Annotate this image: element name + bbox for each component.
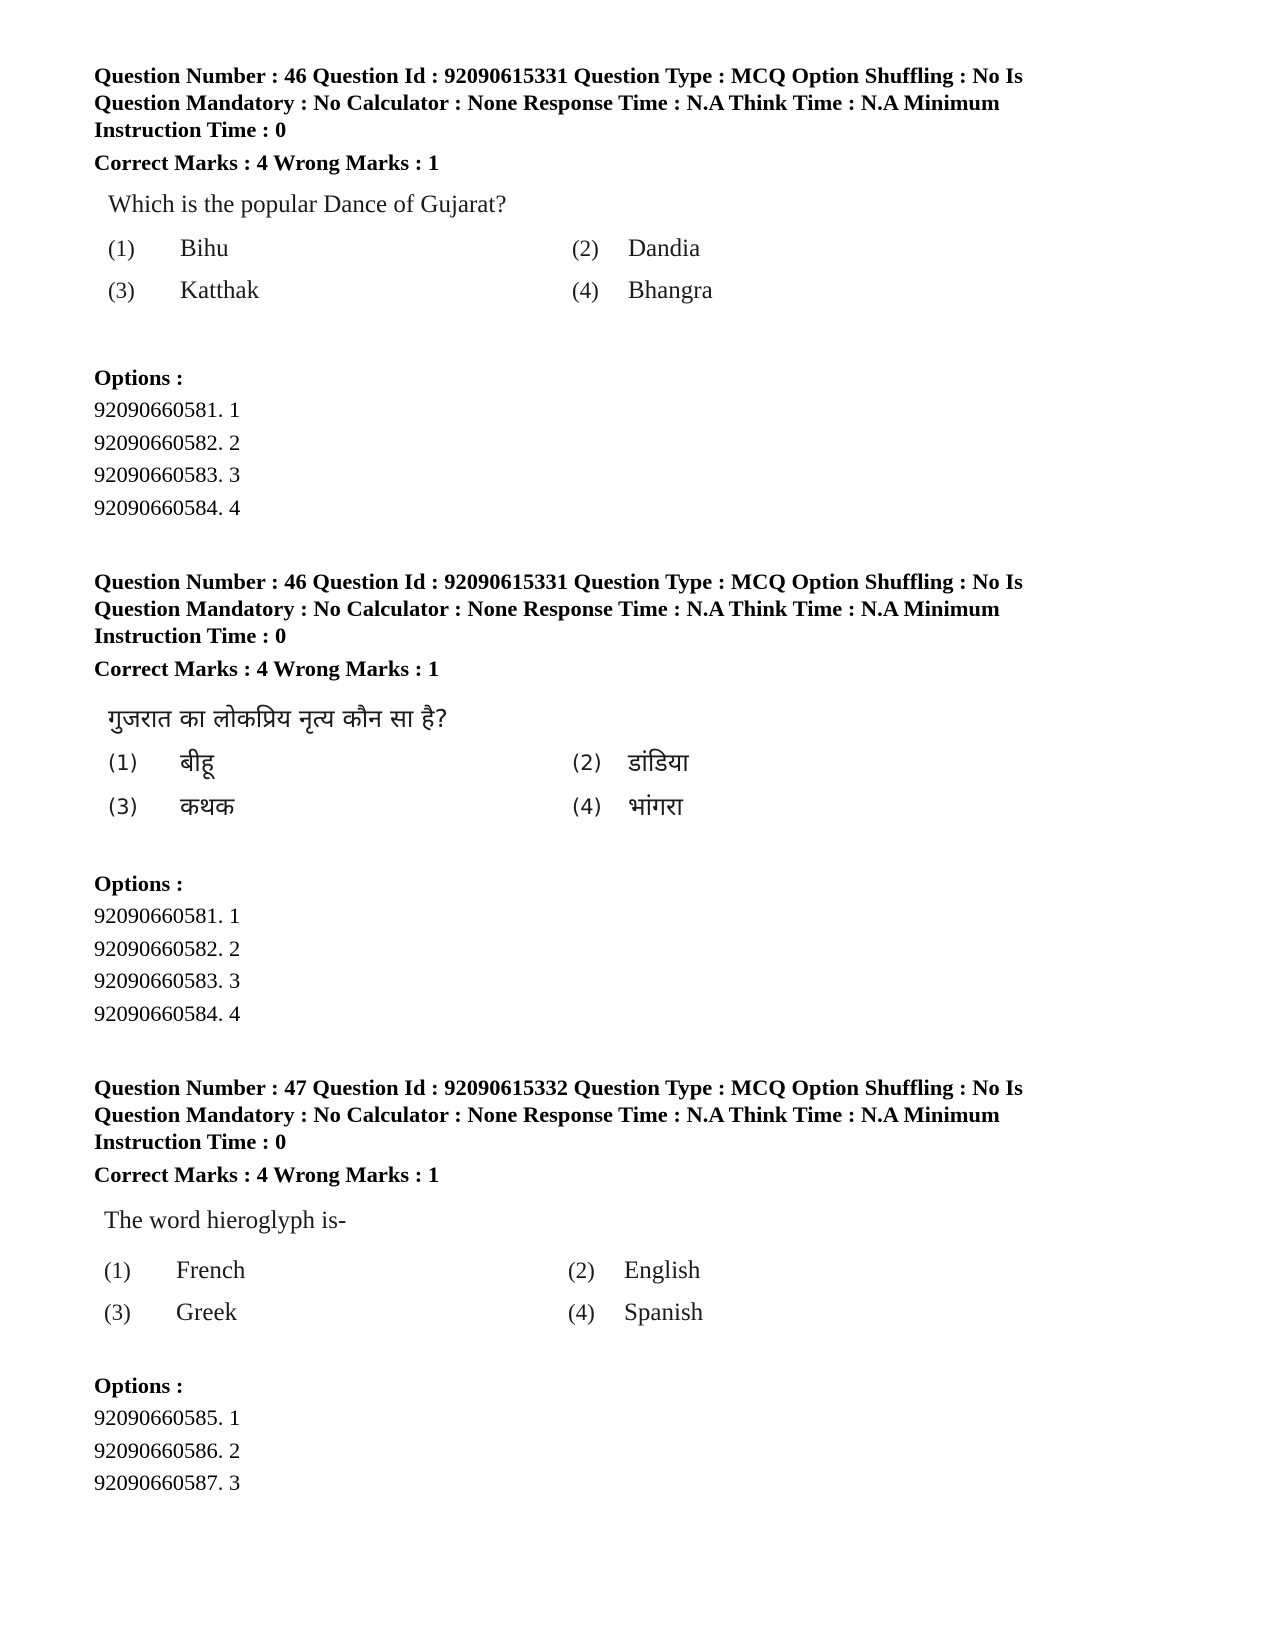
- choice-text: Katthak: [180, 277, 260, 304]
- option-item: 92090660586. 2: [94, 1437, 241, 1463]
- question-block-46-english: [94, 62, 1204, 306]
- options-list: [94, 1370, 1204, 1500]
- question-meta-line: Question Mandatory : No Calculator : None Response Time : N.A Think Time : N.A Minimum: [94, 596, 1000, 621]
- choice-number: (1): [108, 236, 135, 261]
- marks-line: Correct Marks : 4 Wrong Marks : 1: [94, 150, 440, 175]
- options-list: [94, 362, 1204, 524]
- option-item: 92090660584. 4: [94, 494, 241, 520]
- question-meta-line: Question Number : 46 Question Id : 92090615331 Question Type : MCQ Option Shuffling : No Is: [94, 569, 1023, 594]
- choice-number: (3): [108, 795, 138, 819]
- choice-text: Bihu: [180, 235, 229, 262]
- choice-number: (2): [572, 236, 599, 261]
- option-item: 92090660582. 2: [94, 935, 241, 961]
- question-meta-line: Question Mandatory : No Calculator : None Response Time : N.A Think Time : N.A Minimum: [94, 90, 1000, 115]
- question-text: Which is the popular Dance of Gujarat?: [108, 191, 507, 218]
- choice-text: कथक: [180, 792, 235, 821]
- marks-line: Correct Marks : 4 Wrong Marks : 1: [94, 656, 440, 681]
- question-content: [94, 702, 754, 822]
- choice-number: (3): [108, 278, 135, 303]
- choice-number: (4): [572, 795, 602, 819]
- choice-text: Bhangra: [628, 277, 713, 304]
- choice-text: भांगरा: [628, 792, 683, 821]
- choice-number: (1): [108, 751, 138, 775]
- question-text: The word hieroglyph is-: [104, 1207, 347, 1234]
- choice-number: (1): [104, 1258, 131, 1283]
- question-meta-line: Instruction Time : 0: [94, 623, 287, 648]
- options-label: Options :: [94, 1373, 184, 1398]
- choice-text: French: [176, 1257, 246, 1284]
- option-item: 92090660583. 3: [94, 968, 241, 993]
- option-item: 92090660583. 3: [94, 462, 241, 487]
- question-text: गुजरात का लोकप्रिय नृत्य कौन सा है?: [108, 704, 448, 733]
- question-block-47-english: [94, 1074, 1204, 1328]
- choice-grid: [108, 748, 754, 822]
- choice-text: बीहू: [180, 748, 215, 777]
- options-label: Options :: [94, 871, 184, 896]
- choice-number: (2): [568, 1258, 595, 1283]
- options-label: Options :: [94, 365, 184, 390]
- question-block-46-hindi: [94, 568, 1204, 822]
- question-content: [94, 1204, 754, 1328]
- question-meta-line: Question Number : 47 Question Id : 92090615332 Question Type : MCQ Option Shuffling : No Is: [94, 1075, 1023, 1100]
- choice-text: English: [624, 1257, 701, 1284]
- question-meta-line: Question Number : 46 Question Id : 92090615331 Question Type : MCQ Option Shuffling : No Is: [94, 63, 1023, 88]
- options-list: [94, 868, 1204, 1030]
- option-item: 92090660582. 2: [94, 429, 241, 455]
- option-item: 92090660584. 4: [94, 1000, 241, 1026]
- choice-grid: [108, 234, 754, 306]
- question-meta-line: Instruction Time : 0: [94, 117, 287, 142]
- choice-text: डांडिया: [628, 748, 689, 777]
- question-content: [94, 188, 754, 306]
- choice-number: (4): [572, 278, 599, 303]
- choice-grid: [104, 1256, 754, 1328]
- choice-text: Greek: [176, 1299, 238, 1326]
- choice-number: (3): [104, 1300, 131, 1325]
- question-meta-line: Instruction Time : 0: [94, 1129, 287, 1154]
- choice-text: Spanish: [624, 1299, 704, 1326]
- option-item: 92090660587. 3: [94, 1470, 241, 1495]
- choice-number: (4): [568, 1300, 595, 1325]
- marks-line: Correct Marks : 4 Wrong Marks : 1: [94, 1162, 440, 1187]
- option-item: 92090660581. 1: [94, 397, 241, 422]
- option-item: 92090660581. 1: [94, 903, 241, 928]
- question-meta-line: Question Mandatory : No Calculator : None Response Time : N.A Think Time : N.A Minimum: [94, 1102, 1000, 1127]
- choice-text: Dandia: [628, 235, 701, 262]
- choice-number: (2): [572, 751, 602, 775]
- option-item: 92090660585. 1: [94, 1405, 241, 1430]
